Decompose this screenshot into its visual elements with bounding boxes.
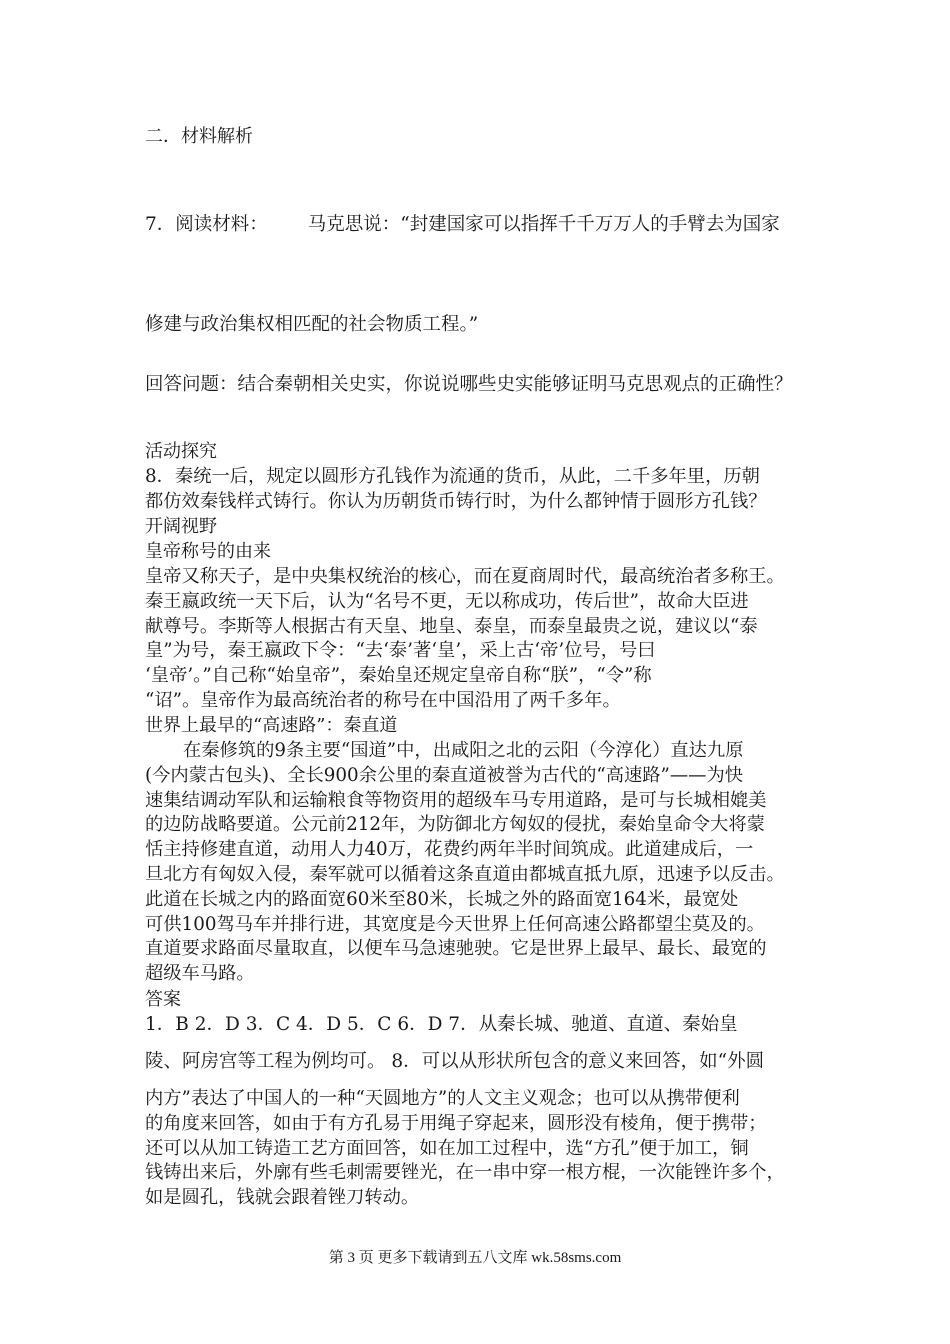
answers-paragraph xyxy=(145,1087,815,1211)
paragraph-line: “诏”。皇帝作为最高统治者的称号在中国沿用了两千多年。 xyxy=(145,689,621,711)
paragraph-line: 秦王嬴政统一天下后，认为“名号不更，无以称成功，传后世”，故命大臣进 xyxy=(145,590,749,612)
activity-heading: 活动探究 xyxy=(145,441,217,462)
answers-line: 1．B 2．D 3．C 4．D 5．C 6．D 7．从秦长城、驰道、直道、秦始皇 xyxy=(145,1014,738,1035)
question-8 xyxy=(145,465,815,515)
paragraph-line: 如是圆孔，钱就会跟着锉刀转动。 xyxy=(145,1187,420,1209)
question-7-quote-end: 修建与政治集权相匹配的社会物质工程。” xyxy=(145,314,479,335)
paragraph-line: 皇”为号，秦王嬴政下令：“去‘泰’著‘皇’，采上古‘帝’位号，号曰 xyxy=(145,640,656,662)
emperor-title: 皇帝称号的由来 xyxy=(145,541,271,562)
paragraph-line: 在秦修筑的9条主要“国道”中，出咸阳之北的云阳（今淳化）直达九原 xyxy=(183,740,744,761)
road-title: 世界上最早的“高速路”：秦直道 xyxy=(145,715,398,736)
horizon-heading: 开阔视野 xyxy=(145,516,217,537)
paragraph-line: 恬主持修建直道，动用人力40万，花费约两年半时间筑成。此道建成后，一 xyxy=(145,839,754,861)
paragraph-line: 超级车马路。 xyxy=(145,963,255,985)
question-7-quote-start: 马克思说：“封建国家可以指挥千千万万人的手臂去为国家 xyxy=(307,214,780,235)
paragraph-line: 的角度来回答，如由于有方孔易于用绳子穿起来，圆形没有棱角，便于携带； xyxy=(145,1112,767,1134)
paragraph-line: 速集结调动军队和运输粮食等物资用的超级车马专用道路，是可与长城相媲美 xyxy=(145,789,767,811)
paragraph-line: 旦北方有匈奴入侵，秦军就可以循着这条直道由都城直抵九原，迅速予以反击。 xyxy=(145,863,785,885)
section-heading: 二．材料解析 xyxy=(145,126,253,147)
paragraph-line: 内方”表达了中国人的一种“天圆地方”的人文主义观念；也可以从携带便利 xyxy=(145,1088,740,1109)
paragraph-line: ‘皇帝’。”自己称“始皇帝”，秦始皇还规定皇帝自称“朕”，“令”称 xyxy=(145,665,652,687)
question-7-prompt: 回答问题：结合秦朝相关史实，你说说哪些史实能够证明马克思观点的正确性？ xyxy=(145,374,793,395)
answers-line: 陵、阿房宫等工程为例均可。 8．可以从形状所包含的意义来回答，如“外圆 xyxy=(145,1051,765,1072)
road-paragraph xyxy=(145,739,815,987)
paragraph-line: (今内蒙古包头)、全长900余公里的秦直道被誉为古代的“高速路”——为快 xyxy=(145,764,744,786)
paragraph-line: 皇帝又称天子，是中央集权统治的核心，而在夏商周时代，最高统治者多称王。 xyxy=(145,566,785,587)
question-7-line xyxy=(145,213,780,237)
emperor-paragraph xyxy=(145,565,815,714)
question-8-line: 8．秦统一后，规定以圆形方孔钱作为流通的货币，从此，二千多年里，历朝 xyxy=(145,466,760,487)
paragraph-line: 钱铸出来后，外廓有些毛刺需要锉光，在一串中穿一根方棍，一次能锉许多个， xyxy=(145,1162,785,1184)
answers-heading: 答案 xyxy=(145,989,181,1010)
paragraph-line: 直道要求路面尽量取直，以便车马急速驰驶。它是世界上最早、最长、最宽的 xyxy=(145,938,767,960)
paragraph-line: 的边防战略要道。公元前212年，为防御北方匈奴的侵扰，秦始皇命令大将蒙 xyxy=(145,814,765,836)
page-footer: 第 3 页 更多下载请到五八文库 wk.58sms.com xyxy=(328,1250,622,1266)
question-7-prefix: 7．阅读材料： xyxy=(145,214,268,235)
question-8-line: 都仿效秦钱样式铸行。你认为历朝货币铸行时，为什么都钟情于圆形方孔钱？ xyxy=(145,490,767,512)
paragraph-line: 还可以从加工铸造工艺方面回答，如在加工过程中，选“方孔”便于加工，铜 xyxy=(145,1137,749,1159)
paragraph-line: 此道在长城之内的路面宽60米至80米，长城之外的路面宽164米，最宽处 xyxy=(145,888,739,910)
paragraph-line: 献尊号。李斯等人根据古有天皇、地皇、泰皇，而泰皇最贵之说，建议以“泰 xyxy=(145,615,758,637)
paragraph-line: 可供100驾马车并排行进，其宽度是今天世界上任何高速公路都望尘莫及的。 xyxy=(145,913,765,935)
